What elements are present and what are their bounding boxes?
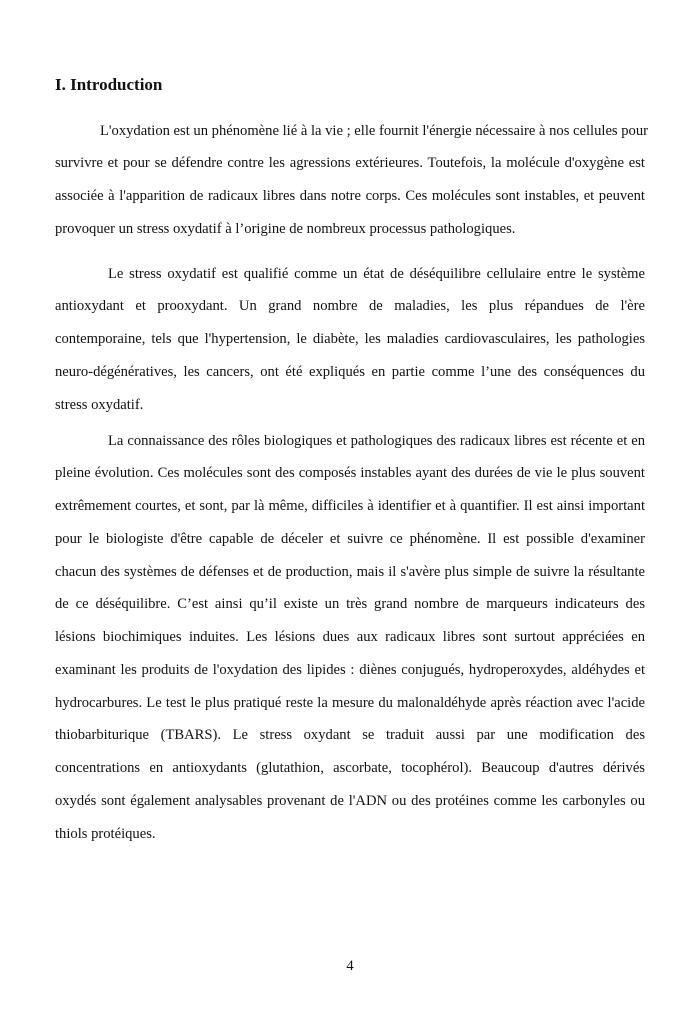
paragraph-3: [55, 425, 645, 851]
text-line: associée à l'apparition de radicaux libres dans notre corps. Ces molécules sont instables, et peuvent: [55, 188, 645, 205]
text-line: pour le biologiste d'être capable de déceler et suivre ce phénomène. Il est possible d'examiner: [55, 530, 645, 547]
text-line: L'oxydation est un phénomène lié à la vie ; elle fournit l'énergie nécessaire à nos cellules pour: [100, 122, 649, 139]
text-line: survivre et pour se défendre contre les agressions extérieures. Toutefois, la molécule d'oxygène est: [55, 155, 645, 172]
text-line: contemporaine, tels que l'hypertension, le diabète, les maladies cardiovasculaires, les pathologies: [55, 331, 645, 348]
text-line: oxydés sont également analysables provenant de l'ADN ou des protéines comme les carbonyles ou: [55, 792, 645, 809]
text-line: examinant les produits de l'oxydation des lipides : diènes conjugués, hydroperoxydes, aldéhydes et: [55, 661, 645, 678]
text-line: thiobarbiturique (TBARS). Le stress oxydant se traduit aussi par une modification des: [55, 727, 645, 744]
paragraph-1: [55, 115, 649, 246]
text-line: Le stress oxydatif est qualifié comme un état de déséquilibre cellulaire entre le système: [108, 265, 645, 282]
text-line: lésions biochimiques induites. Les lésions dues aux radicaux libres sont surtout appréciées en: [55, 629, 645, 646]
text-line: de ce déséquilibre. C’est ainsi qu’il existe un très grand nombre de marqueurs indicateurs des: [55, 596, 645, 613]
paragraph-2: [55, 258, 645, 422]
text-line: neuro-dégénératives, les cancers, ont été expliqués en partie comme l’une des conséquences du: [55, 363, 645, 380]
text-line: thiols protéiques.: [55, 825, 156, 842]
text-line: hydrocarbures. Le test le plus pratiqué reste la mesure du malonaldéhyde après réaction avec l'acide: [55, 694, 645, 711]
text-line: pleine évolution. Ces molécules sont des composés instables ayant des durées de vie le plus souvent: [55, 465, 645, 482]
text-line: chacun des systèmes de défenses et de production, mais il s'avère plus simple de suivre la résultante: [55, 563, 645, 580]
page-number: 4: [346, 958, 354, 974]
section-heading: I. Introduction: [55, 75, 163, 94]
text-line: antioxydant et prooxydant. Un grand nombre de maladies, les plus répandues de l'ère: [55, 298, 645, 315]
text-line: extrêmement courtes, et sont, par là même, difficiles à identifier et à quantifier. Il est ainsi important: [55, 498, 645, 515]
text-line: stress oxydatif.: [55, 396, 144, 413]
text-line: provoquer un stress oxydatif à l’origine de nombreux processus pathologiques.: [55, 220, 516, 237]
text-line: La connaissance des rôles biologiques et pathologiques des radicaux libres est récente et en: [108, 432, 645, 449]
text-line: concentrations en antioxydants (glutathion, ascorbate, tocophérol). Beaucoup d'autres dérivés: [55, 760, 645, 777]
